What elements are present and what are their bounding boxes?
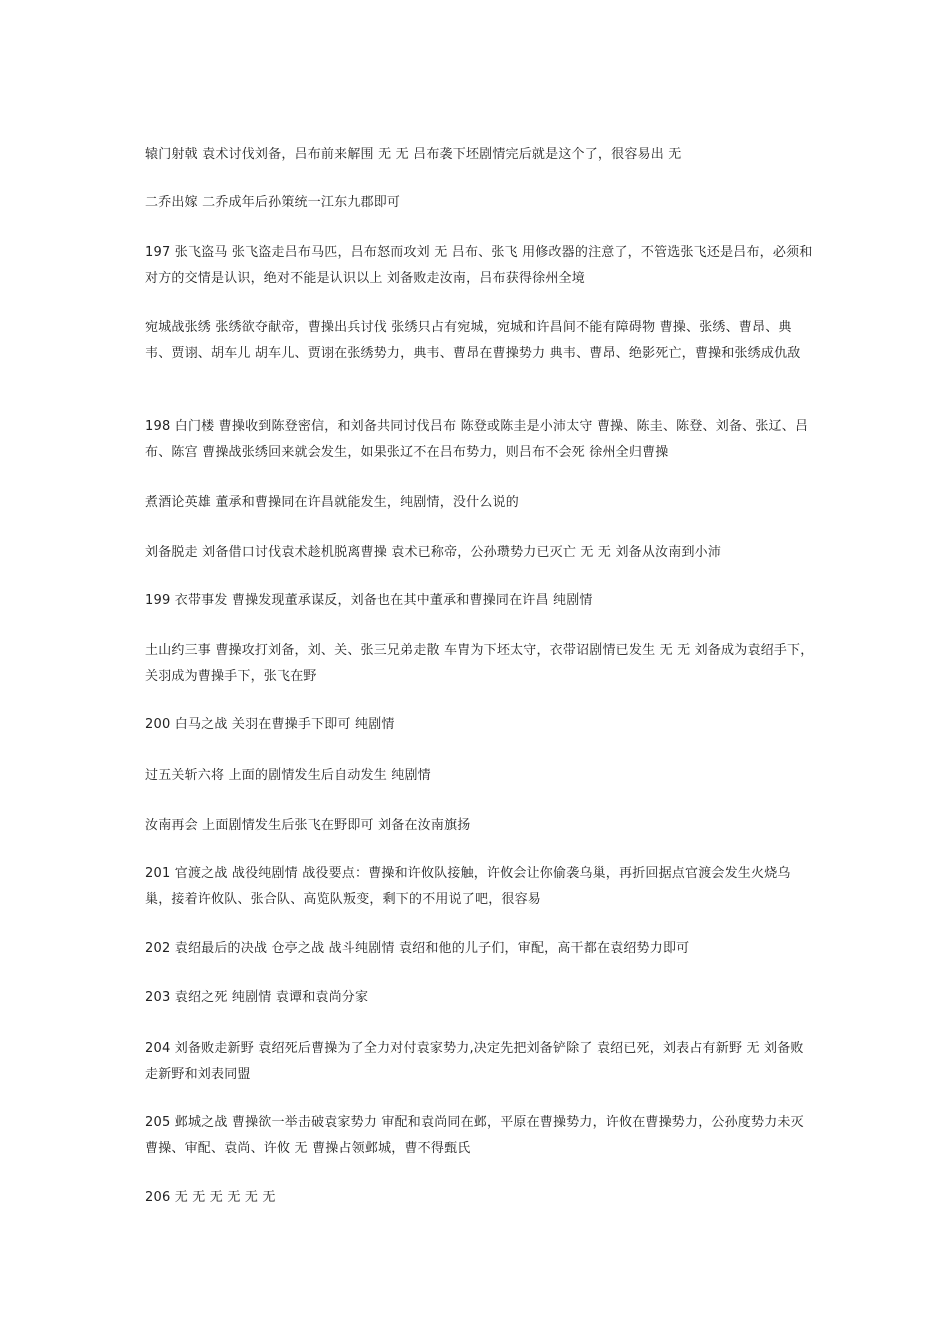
paragraph-18: 206 无 无 无 无 无 无: [145, 1190, 276, 1205]
paragraph-15: 203 袁绍之死 纯剧情 袁谭和袁尚分家: [145, 990, 369, 1005]
paragraph-13: 201 官渡之战 战役纯剧情 战役要点：曹操和许攸队接触，许攸会让你偷袭乌巢，再折回据点官渡会发生火烧乌巢，接着许攸队、张合队、高览队叛变，剩下的不用说了吧，很容易: [145, 866, 791, 907]
paragraph-12: 汝南再会 上面剧情发生后张飞在野即可 刘备在汝南旗扬: [145, 818, 471, 833]
paragraph-16: 204 刘备败走新野 袁绍死后曹操为了全力对付袁家势力,决定先把刘备铲除了 袁绍已死，刘表占有新野 无 刘备败走新野和刘表同盟: [145, 1041, 804, 1082]
paragraph-3: 197 张飞盗马 张飞盗走吕布马匹，吕布怒而攻刘 无 吕布、张飞 用修改器的注意了，不管选张飞还是吕布，必须和对方的交情是认识，绝对不能是认识以上 刘备败走汝南，吕布获得徐州全境: [145, 245, 813, 286]
paragraph-17: 205 邺城之战 曹操欲一举击破袁家势力 审配和袁尚同在邺，平原在曹操势力，许攸在曹操势力，公孙度势力未灭 曹操、审配、袁尚、许攸 无 曹操占领邺城，曹不得甄氏: [145, 1115, 804, 1156]
paragraph-4: 宛城战张绣 张绣欲夺献帝，曹操出兵讨伐 张绣只占有宛城，宛城和许昌间不能有障碍物 曹操、张绣、曹昂、典韦、贾诩、胡车儿 胡车儿、贾诩在张绣势力，典韦、曹昂在曹操势力 典韦、曹昂、绝影死亡，曹操和张绣成仇敌: [145, 320, 801, 361]
paragraph-1: 辕门射戟 袁术讨伐刘备，吕布前来解围 无 无 吕布袭下坯剧情完后就是这个了，很容易出 无: [145, 147, 682, 162]
paragraph-8: 199 衣带事发 曹操发现董承谋反，刘备也在其中董承和曹操同在许昌 纯剧情: [145, 593, 593, 608]
paragraph-7: 刘备脱走 刘备借口讨伐袁术趁机脱离曹操 袁术已称帝，公孙瓒势力已灭亡 无 无 刘备从汝南到小沛: [145, 545, 722, 560]
paragraph-2: 二乔出嫁 二乔成年后孙策统一江东九郡即可: [145, 195, 401, 210]
paragraph-10: 200 白马之战 关羽在曹操手下即可 纯剧情: [145, 717, 395, 732]
paragraph-9: 土山约三事 曹操攻打刘备，刘、关、张三兄弟走散 车胄为下坯太守，衣带诏剧情已发生 无 无 刘备成为袁绍手下，关羽成为曹操手下，张飞在野: [145, 643, 814, 684]
paragraph-11: 过五关斩六将 上面的剧情发生后自动发生 纯剧情: [145, 768, 431, 783]
paragraph-5: 198 白门楼 曹操收到陈登密信，和刘备共同讨伐吕布 陈登或陈圭是小沛太守 曹操、陈圭、陈登、刘备、张辽、吕布、陈宫 曹操战张绣回来就会发生，如果张辽不在吕布势力，则吕布不会死 徐州全归曹操: [145, 419, 809, 460]
paragraph-14: 202 袁绍最后的决战 仓亭之战 战斗纯剧情 袁绍和他的儿子们，审配，高干都在袁绍势力即可: [145, 941, 690, 956]
paragraph-6: 煮酒论英雄 董承和曹操同在许昌就能发生，纯剧情，没什么说的: [145, 495, 519, 510]
